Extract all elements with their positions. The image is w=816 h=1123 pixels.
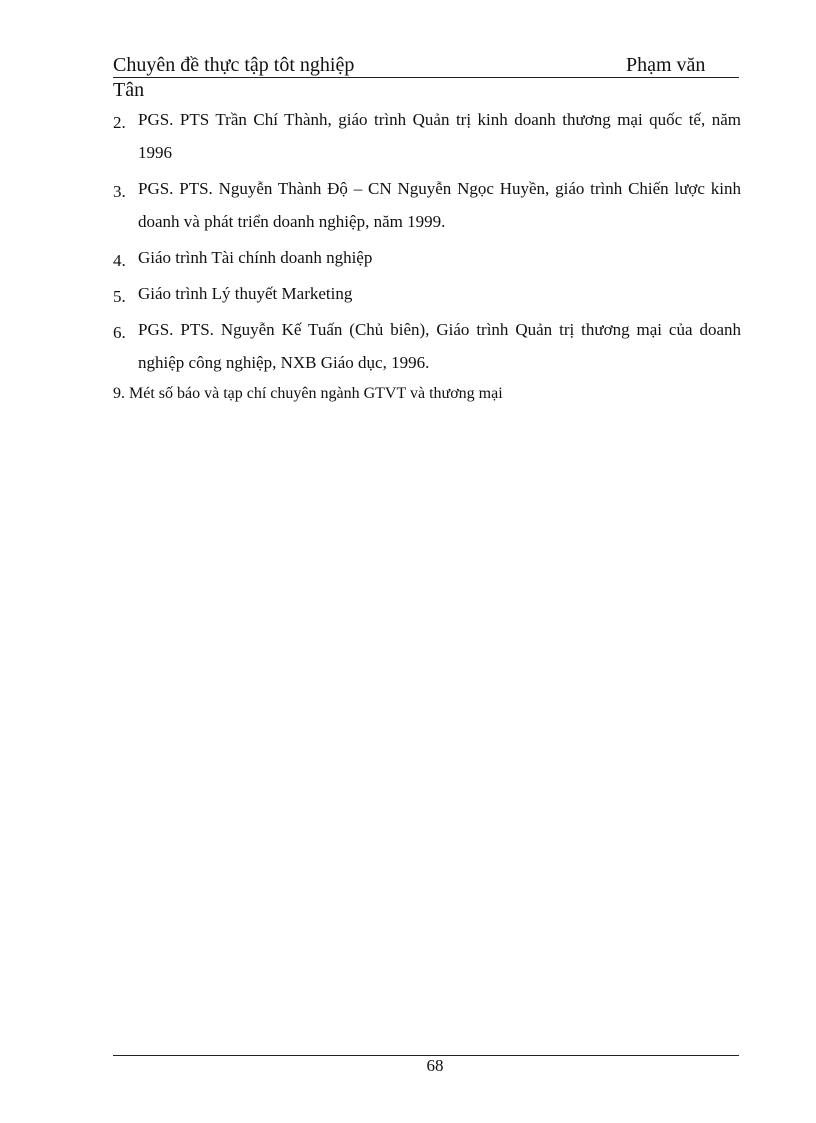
reference-item [113,313,741,379]
reference-item [113,172,741,238]
reference-item [113,241,741,274]
reference-text: Giáo trình Lý thuyết Marketing [138,284,353,303]
reference-number: 3. [113,182,126,201]
reference-item [113,103,741,169]
header-title: Chuyên đề thực tập tôt nghiệp [113,54,355,76]
reference-list [113,103,741,382]
reference-number: 4. [113,251,126,270]
header-author: Phạm văn [626,54,706,76]
reference-item-extra: 9. Mét số báo và tạp chí chuyên ngành GTVT và thương mại [113,385,503,402]
reference-text: PGS. PTS Trần Chí Thành, giáo trình Quản trị kinh doanh thương mại quốc tế, năm 1996 [138,110,741,162]
reference-text: PGS. PTS. Nguyễn Thành Độ – CN Nguyễn Ngọc Huyền, giáo trình Chiến lược kinh doanh và phát triển doanh nghiệp, năm 1999. [138,179,741,231]
reference-number: 5. [113,287,126,306]
reference-text: Giáo trình Tài chính doanh nghiệp [138,248,373,267]
reference-number: 6. [113,323,126,342]
page-number: 68 [426,1056,444,1075]
header-author-continuation: Tân [113,79,145,101]
reference-text: PGS. PTS. Nguyễn Kế Tuấn (Chủ biên), Giáo trình Quản trị thương mại của doanh nghiệp công nghiệp, NXB Giáo dục, 1996. [138,320,741,372]
page-header [113,53,739,78]
reference-number: 2. [113,113,126,132]
reference-item [113,277,741,310]
